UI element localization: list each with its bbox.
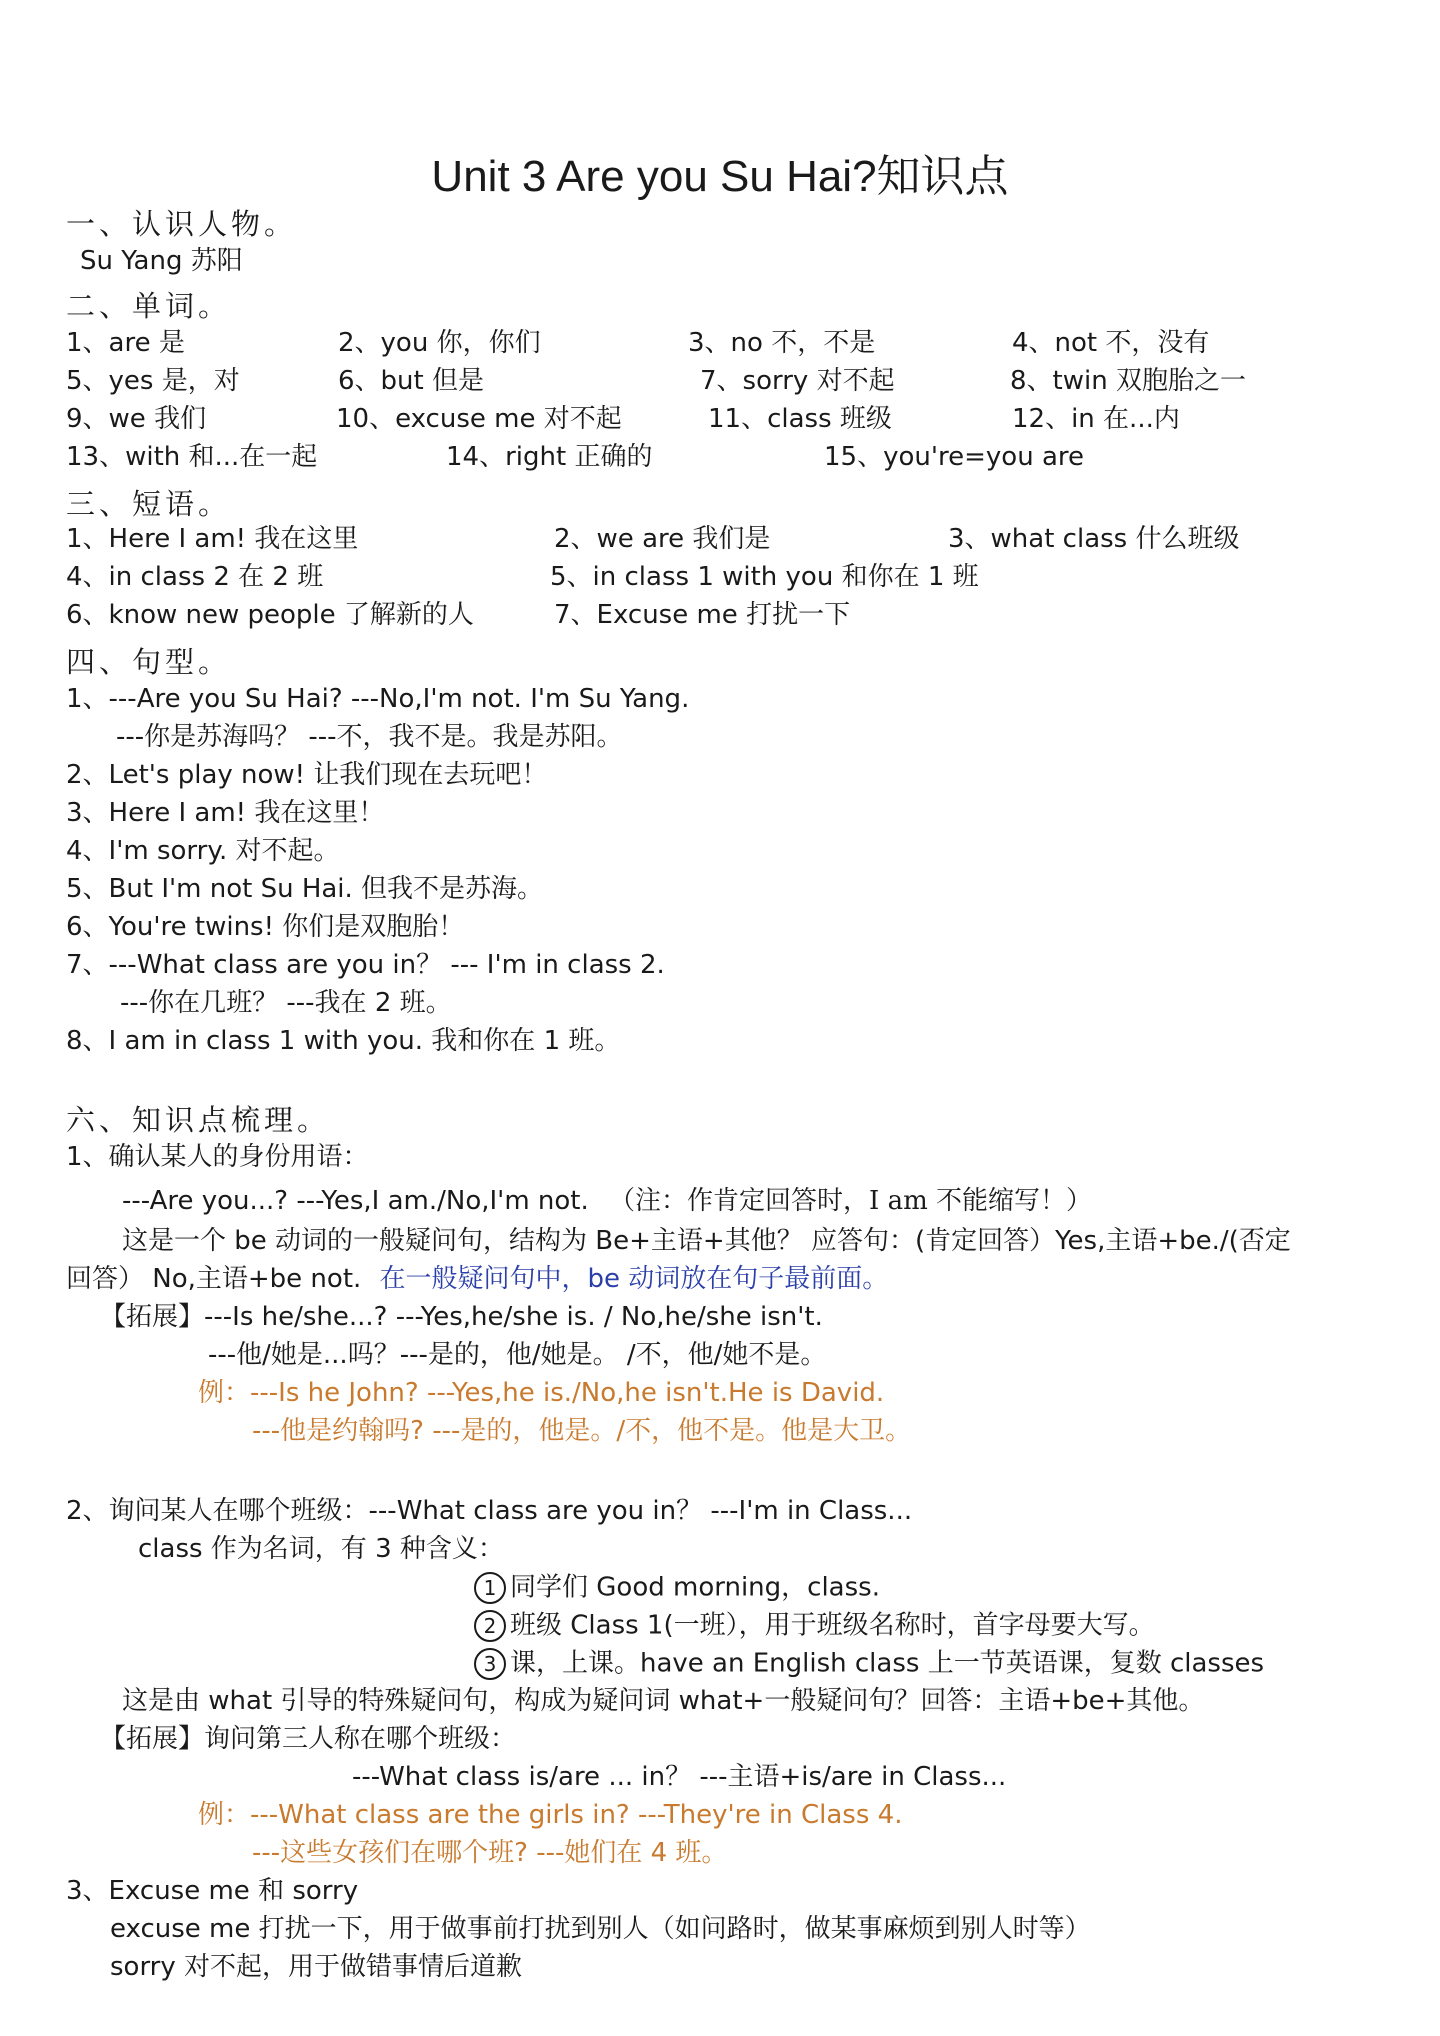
knowledge-point-title: 3、Excuse me 和 sorry — [66, 1876, 359, 1906]
extension-line: 【拓展】询问第三人称在哪个班级： — [100, 1724, 517, 1754]
sentence-line: ---你在几班？ ---我在 2 班。 — [120, 988, 452, 1018]
example-line: 例：---What class are the girls in? ---They're in Class 4. — [198, 1800, 903, 1830]
word-item: 4、not 不，没有 — [1012, 328, 1210, 358]
example-line: ---他是约翰吗? ---是的，他是。/不，他不是。他是大卫。 — [252, 1416, 912, 1446]
word-item: 10、excuse me 对不起 — [336, 404, 622, 434]
sentence-line: 2、Let's play now! 让我们现在去玩吧！ — [66, 760, 548, 790]
word-item: 15、you're=you are — [824, 442, 1084, 472]
section-heading-words: 二、单词。 — [66, 289, 232, 323]
meaning-text: 同学们 Good morning，class. — [510, 1572, 880, 1603]
sentence-line: 6、You're twins! 你们是双胞胎！ — [66, 912, 465, 942]
explanation-part: 回答） No,主语+be not. — [66, 1264, 362, 1294]
note-text: （注：作肯定回答时，I am 不能缩写！） — [609, 1186, 1092, 1216]
word-item: 13、with 和...在一起 — [66, 442, 318, 472]
example-line: ---这些女孩们在哪个班? ---她们在 4 班。 — [252, 1838, 728, 1868]
knowledge-point-title: 2、询问某人在哪个班级：---What class are you in？ ---I'm in Class... — [66, 1496, 913, 1526]
sentence-line: 7、---What class are you in？ --- I'm in class 2. — [66, 950, 665, 980]
word-item: 5、yes 是，对 — [66, 366, 240, 396]
explanation-text: excuse me 打扰一下，用于做事前打扰到别人（如问路时，做某事麻烦到别人时等） — [110, 1914, 1091, 1944]
section-heading-phrases: 三、短语。 — [66, 487, 232, 521]
phrase-item: 6、know new people 了解新的人 — [66, 600, 474, 630]
meaning-item — [474, 1610, 1155, 1642]
number-circle: 3 — [474, 1648, 506, 1680]
word-item: 6、but 但是 — [338, 366, 484, 396]
word-item: 2、you 你，你们 — [338, 328, 541, 358]
sentence-line: ---你是苏海吗？ ---不，我不是。我是苏阳。 — [116, 722, 623, 752]
sentence-line: 3、Here I am! 我在这里！ — [66, 798, 385, 828]
meaning-item — [474, 1572, 880, 1604]
phrase-item: 5、in class 1 with you 和你在 1 班 — [550, 562, 979, 592]
explanation-text: sorry 对不起，用于做错事情后道歉 — [110, 1952, 523, 1982]
phrase-item: 7、Excuse me 打扰一下 — [554, 600, 851, 630]
page-title: Unit 3 Are you Su Hai?知识点 — [431, 152, 1009, 201]
sentence-line: 1、---Are you Su Hai? ---No,I'm not. I'm Su Yang. — [66, 684, 690, 714]
section-heading-characters: 一、认识人物。 — [66, 207, 298, 241]
knowledge-point-title: 1、确认某人的身份用语： — [66, 1142, 369, 1172]
sentence-line: 4、I'm sorry. 对不起。 — [66, 836, 340, 866]
extension-line: ---他/她是...吗？---是的，他/她是。 /不，他/她不是。 — [208, 1340, 827, 1370]
section-heading-knowledge: 六、知识点梳理。 — [66, 1103, 331, 1137]
phrase-item: 3、what class 什么班级 — [948, 524, 1240, 554]
word-item: 14、right 正确的 — [446, 442, 653, 472]
example-dialog — [122, 1186, 1092, 1217]
section-heading-sentences: 四、句型。 — [66, 645, 232, 679]
highlight-rule: 在一般疑问句中，be 动词放在句子最前面。 — [379, 1264, 889, 1294]
explanation-text: class 作为名词，有 3 种含义： — [138, 1534, 504, 1564]
meaning-text: 课，上课。have an English class 上一节英语课，复数 classes — [510, 1648, 1265, 1679]
word-item: 3、no 不，不是 — [688, 328, 876, 358]
meaning-item — [474, 1648, 1264, 1680]
extension-line: 【拓展】---Is he/she...? ---Yes,he/she is. / No,he/she isn't. — [100, 1302, 823, 1332]
word-item: 9、we 我们 — [66, 404, 207, 434]
phrase-item: 2、we are 我们是 — [554, 524, 771, 554]
meaning-text: 班级 Class 1(一班），用于班级名称时，首字母要大写。 — [510, 1610, 1155, 1641]
phrase-item: 1、Here I am! 我在这里 — [66, 524, 359, 554]
explanation-text: 这是由 what 引导的特殊疑问句，构成为疑问词 what+一般疑问句？回答：主语+be+其他。 — [122, 1686, 1205, 1716]
sentence-line: 8、I am in class 1 with you. 我和你在 1 班。 — [66, 1026, 621, 1056]
number-circle: 2 — [474, 1610, 506, 1642]
example-line: 例：---Is he John? ---Yes,he is./No,he isn't.He is David. — [198, 1378, 885, 1408]
explanation-text — [66, 1264, 888, 1295]
explanation-text: 这是一个 be 动词的一般疑问句，结构为 Be+主语+其他？ 应答句：(肯定回答）Yes,主语+be./(否定 — [122, 1226, 1291, 1256]
word-item: 7、sorry 对不起 — [700, 366, 895, 396]
word-item: 11、class 班级 — [708, 404, 892, 434]
character-item: Su Yang 苏阳 — [80, 246, 243, 276]
phrase-item: 4、in class 2 在 2 班 — [66, 562, 324, 592]
word-item: 1、are 是 — [66, 328, 185, 358]
sentence-line: 5、But I'm not Su Hai. 但我不是苏海。 — [66, 874, 544, 904]
word-item: 8、twin 双胞胎之一 — [1010, 366, 1246, 396]
word-item: 12、in 在...内 — [1012, 404, 1180, 434]
dialog-text: ---Are you...? ---Yes,I am./No,I'm not. — [122, 1186, 589, 1216]
extension-line: ---What class is/are ... in？ ---主语+is/are in Class... — [352, 1762, 1007, 1792]
number-circle: 1 — [474, 1572, 506, 1604]
